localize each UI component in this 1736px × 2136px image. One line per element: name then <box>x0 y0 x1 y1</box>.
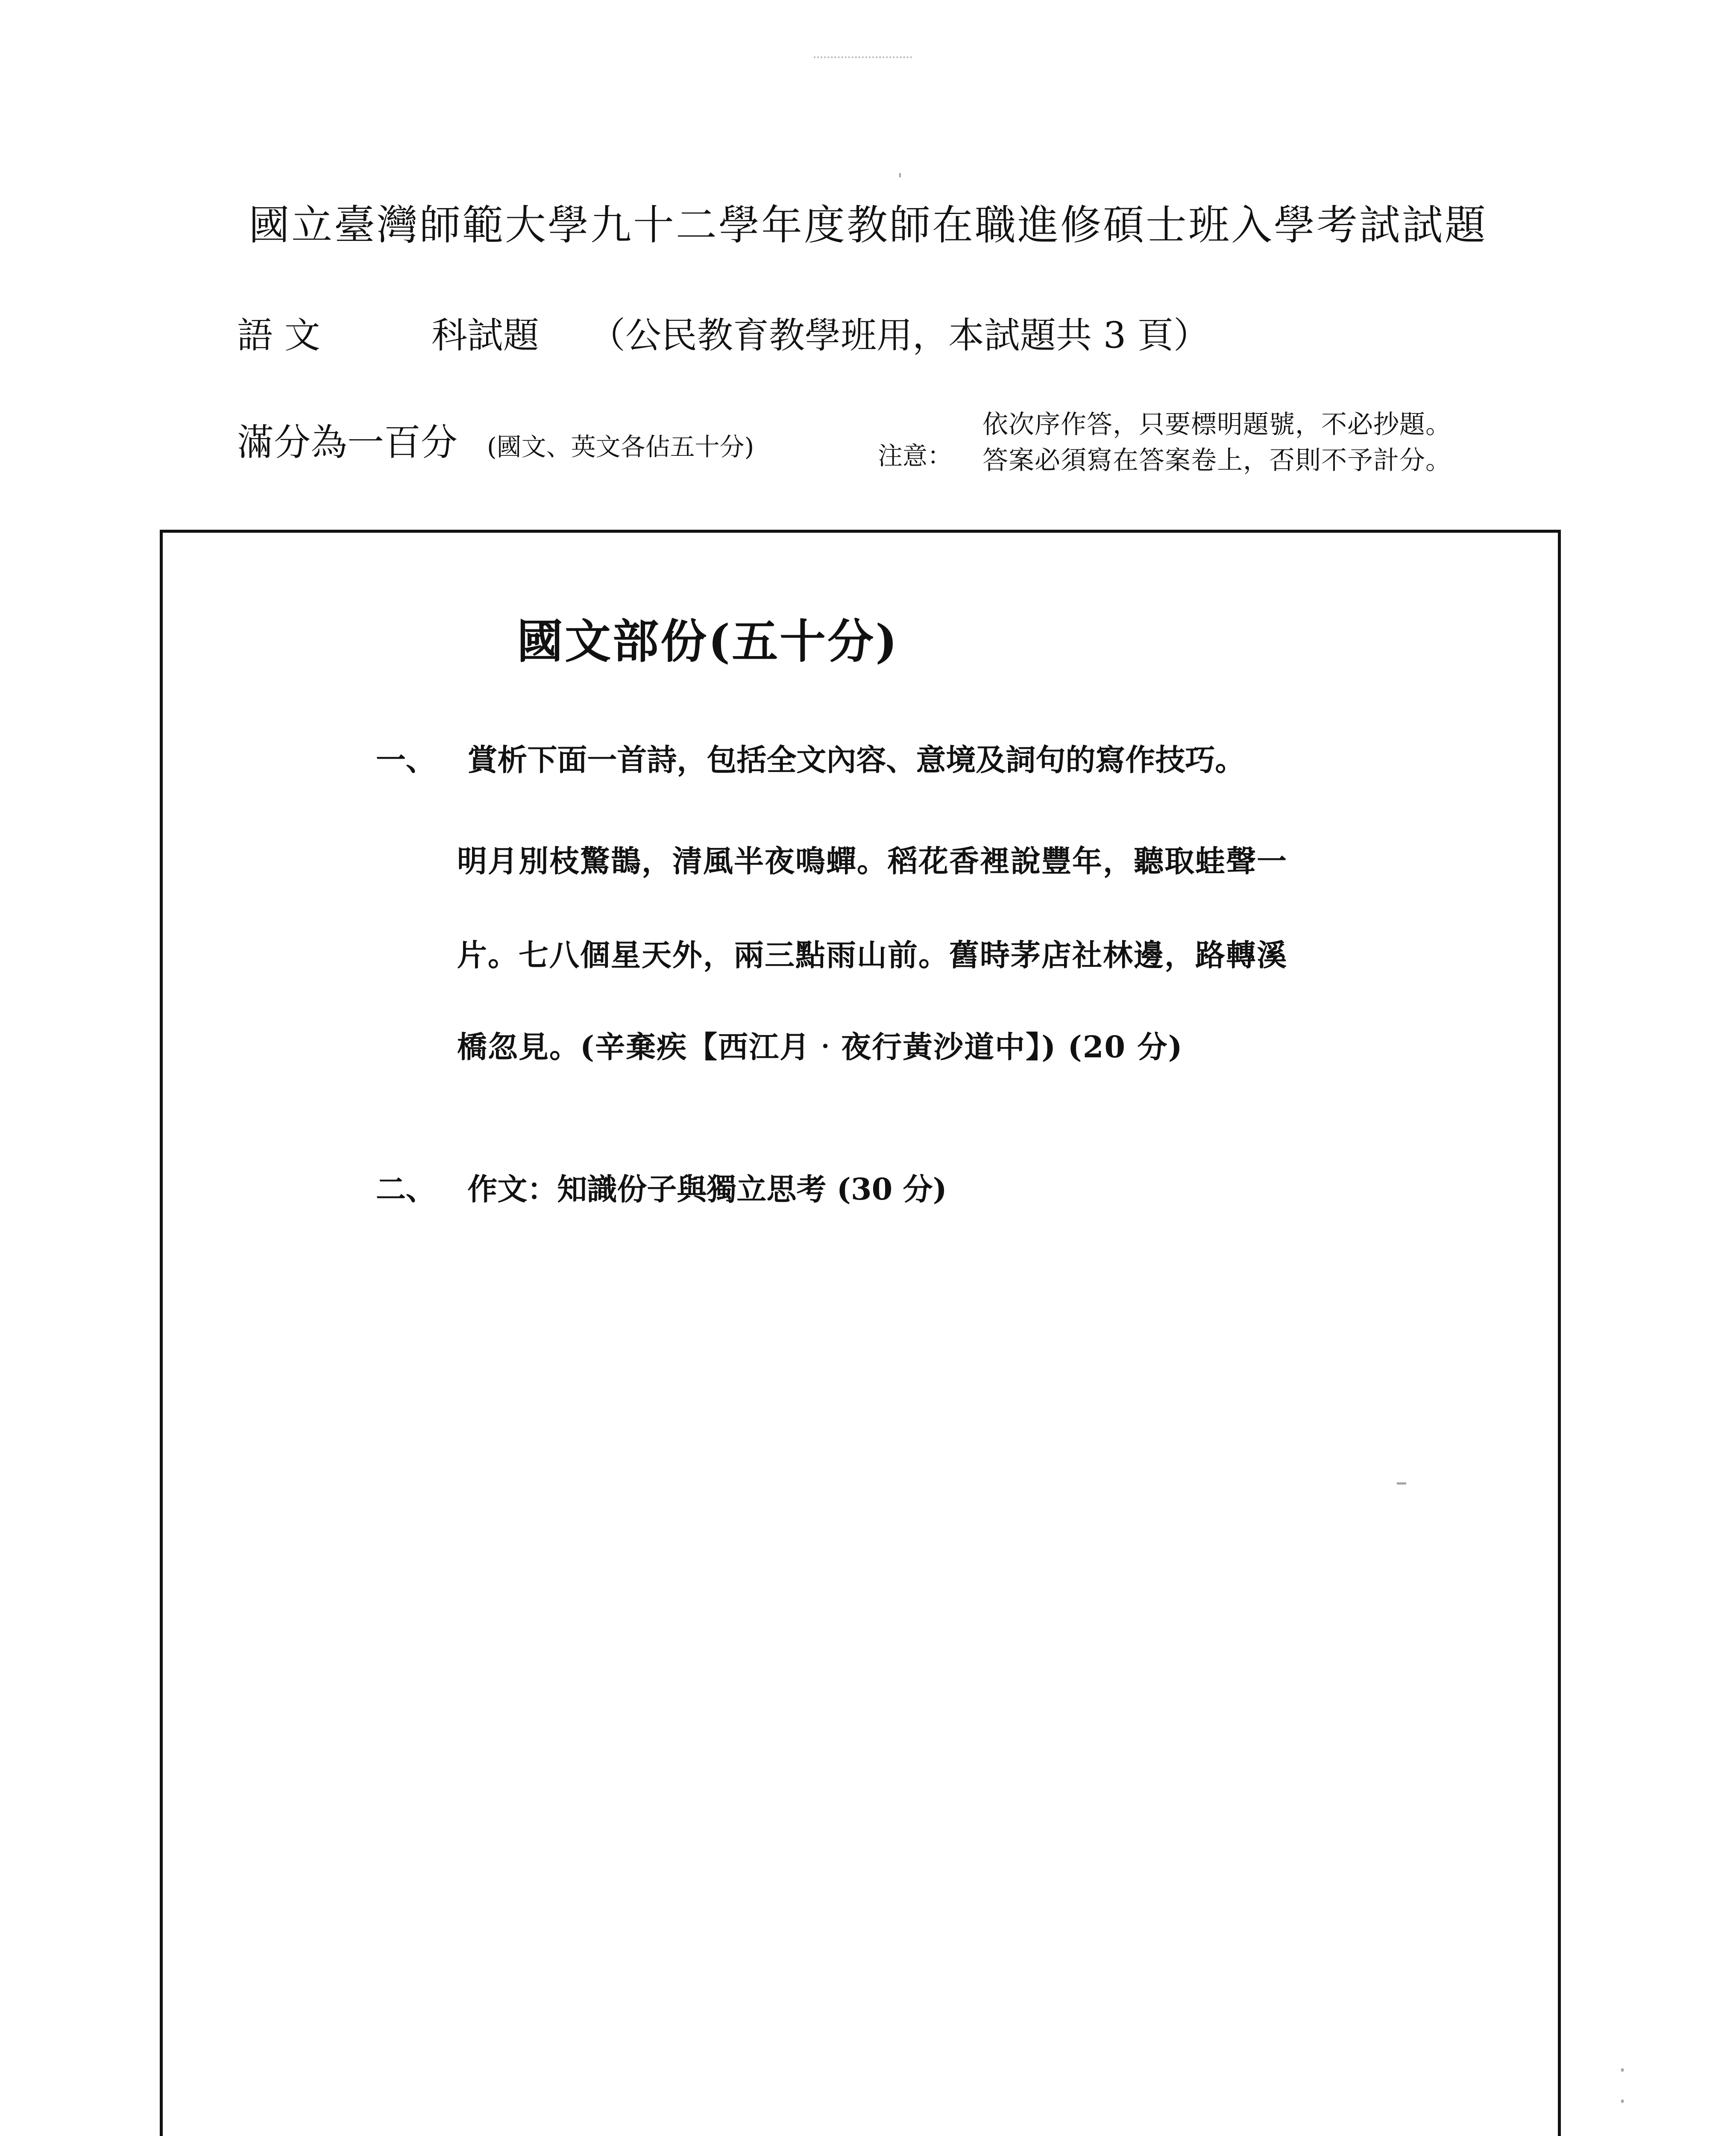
question-prompt: 作文：知識份子與獨立思考 (30 分) <box>467 1171 947 1207</box>
question-number: 二、 <box>376 1171 436 1207</box>
scan-mark-right-lower-2 <box>1621 2100 1624 2103</box>
exam-title: 國立臺灣師範大學九十二學年度教師在職進修碩士班入學考試試題 <box>249 201 1487 249</box>
poem-line: 明月別枝驚鵲，清風半夜鳴蟬。稻花香裡說豐年，聽取蛙聲一 <box>457 843 1287 879</box>
notice-line: 依次序作答，只要標明題號，不必抄題。 <box>982 410 1452 440</box>
scan-speck-top <box>814 56 912 62</box>
poem-line: 橋忽見。(辛棄疾【西江月‧夜行黃沙道中】) (20 分) <box>457 1029 1183 1065</box>
question-number: 一、 <box>376 742 436 778</box>
question-2 <box>376 1171 947 1208</box>
subject-suffix: 科試題 <box>431 314 540 356</box>
poem-line: 片。七八個星天外，兩三點雨山前。舊時茅店社林邊，路轉溪 <box>457 937 1287 973</box>
scan-mark-right-lower <box>1621 2069 1624 2071</box>
section-title: 國文部份(五十分) <box>517 615 899 669</box>
scan-mark-top-center <box>899 173 901 177</box>
question-prompt: 賞析下面一首詩，包括全文內容、意境及詞句的寫作技巧。 <box>467 742 1245 778</box>
total-score: 滿分為一百分 <box>237 421 457 464</box>
question-1 <box>376 741 1245 779</box>
notice-line: 答案必須寫在答案卷上，否則不予計分。 <box>982 446 1452 475</box>
notice-label: 注意： <box>878 441 953 470</box>
notice-block <box>982 407 1452 478</box>
course-note: （公民教育教學班用，本試題共 3 頁） <box>589 314 1209 356</box>
subject-label: 語 文 <box>237 314 320 356</box>
score-split: (國文、英文各佔五十分) <box>487 432 754 461</box>
